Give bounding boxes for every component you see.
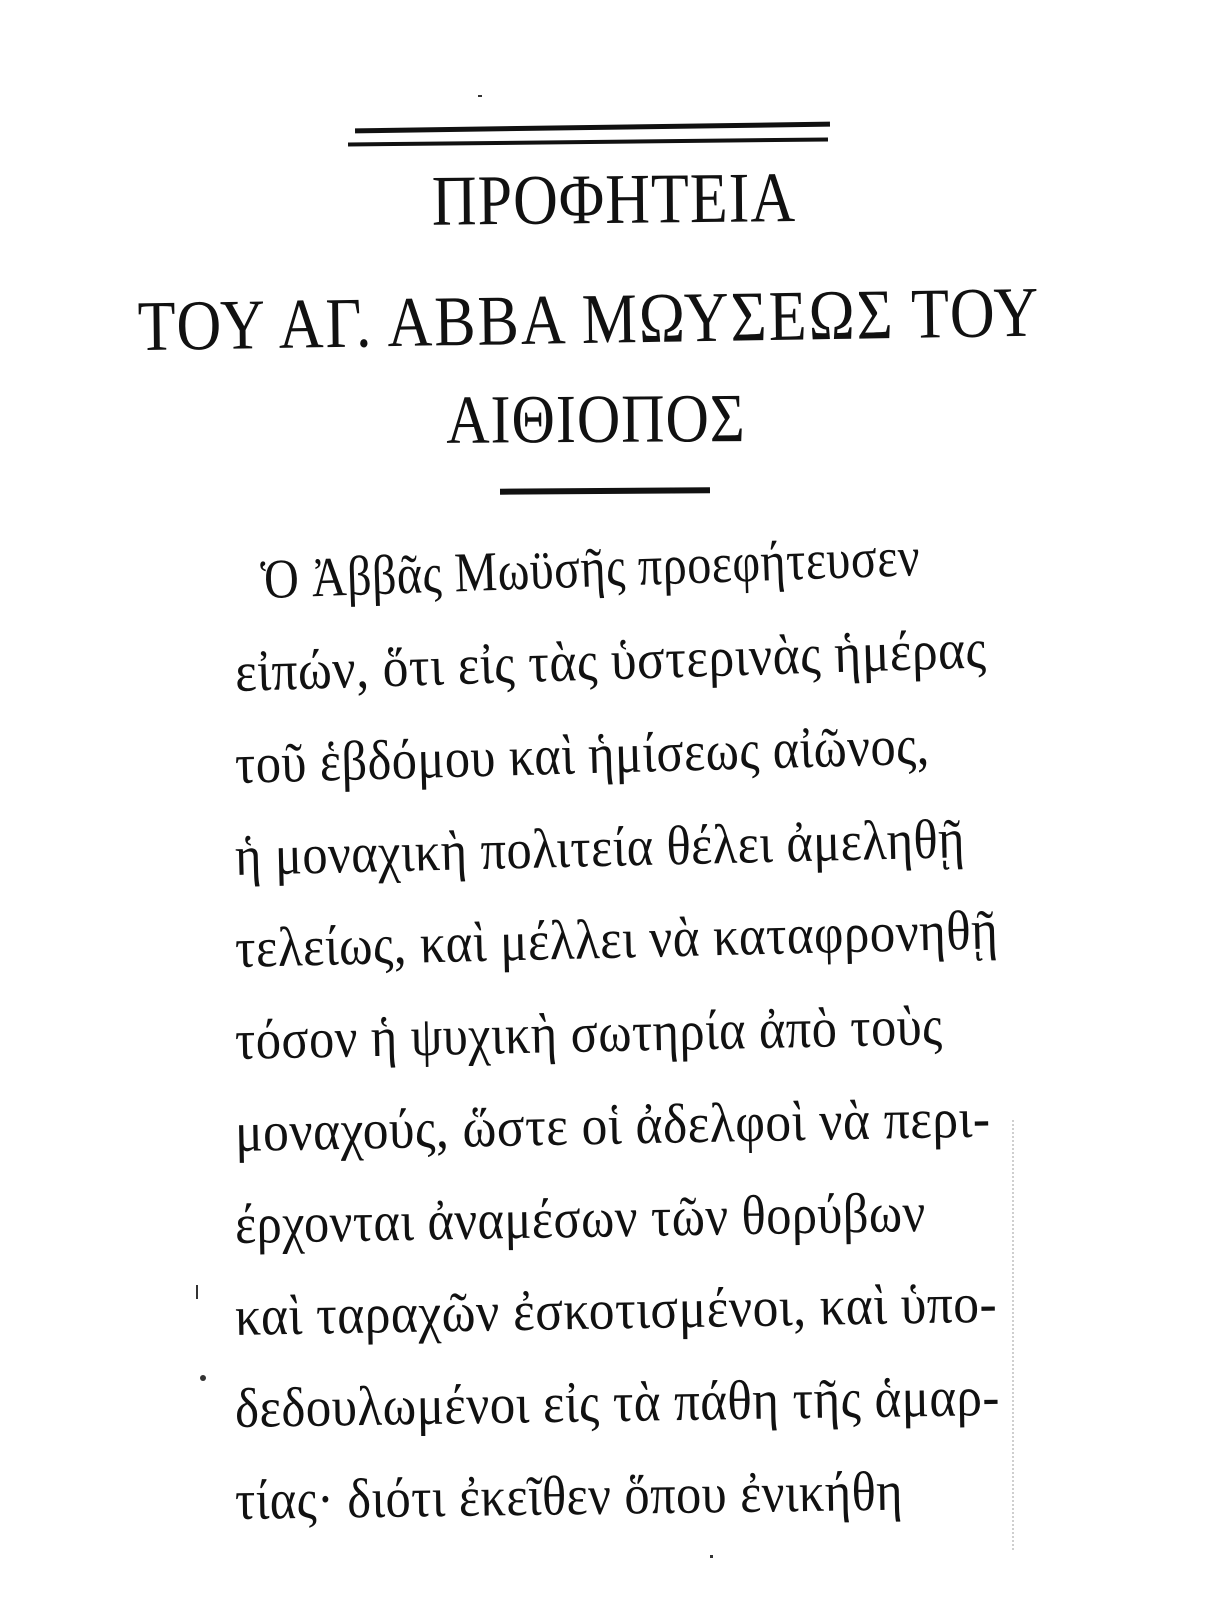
body-line: εἰπών, ὅτι εἰς τὰς ὑστερινὰς ἡμέρας bbox=[234, 618, 988, 704]
heading-line-1: ΠΡΟΦΗΤΕΙΑ bbox=[431, 158, 797, 241]
body-line: μοναχούς, ὥστε οἱ ἀδελφοὶ νὰ περι- bbox=[234, 1087, 991, 1164]
top-rule-upper bbox=[355, 122, 830, 134]
heading-line-3: ΑΙΘΙΟΠΟΣ bbox=[446, 380, 746, 458]
heading-divider-rule bbox=[500, 487, 710, 494]
body-line: τελείως, καὶ μέλλει νὰ καταφρονηθῇ bbox=[234, 899, 999, 980]
top-rule-lower bbox=[348, 137, 828, 146]
body-line: καὶ ταραχῶν ἐσκοτισμένοι, καὶ ὑπο- bbox=[234, 1272, 998, 1348]
scan-dot bbox=[200, 1375, 206, 1381]
body-line: ἡ μοναχικὴ πολιτεία θέλει ἀμεληθῇ bbox=[234, 808, 966, 888]
body-line: τίας· διότι ἐκεῖθεν ὅπου ἐνικήθη bbox=[234, 1460, 904, 1532]
body-line: δεδουλωμένοι εἰς τὰ πάθη τῆς ἁμαρ- bbox=[234, 1365, 1001, 1440]
scan-mark bbox=[196, 1285, 198, 1299]
scan-speck bbox=[710, 1555, 713, 1558]
body-line: τοῦ ἑβδόμου καὶ ἡμίσεως αἰῶνος, bbox=[234, 714, 931, 796]
body-line: Ὁ Ἀββᾶς Μωϋσῆς προεφήτευσεν bbox=[259, 526, 921, 612]
scan-edge-noise bbox=[1012, 1120, 1016, 1550]
body-line: έρχονται ἀναμέσων τῶν θορύβων bbox=[234, 1181, 927, 1256]
heading-line-2: ΤΟΥ ΑΓ. ΑΒΒΑ ΜΩΥΣΕΩΣ ΤΟΥ bbox=[137, 273, 1041, 367]
scan-speck bbox=[478, 95, 482, 97]
body-line: τόσον ἡ ψυχικὴ σωτηρία ἀπὸ τοὺς bbox=[234, 995, 944, 1072]
body-paragraph bbox=[234, 526, 1001, 1547]
